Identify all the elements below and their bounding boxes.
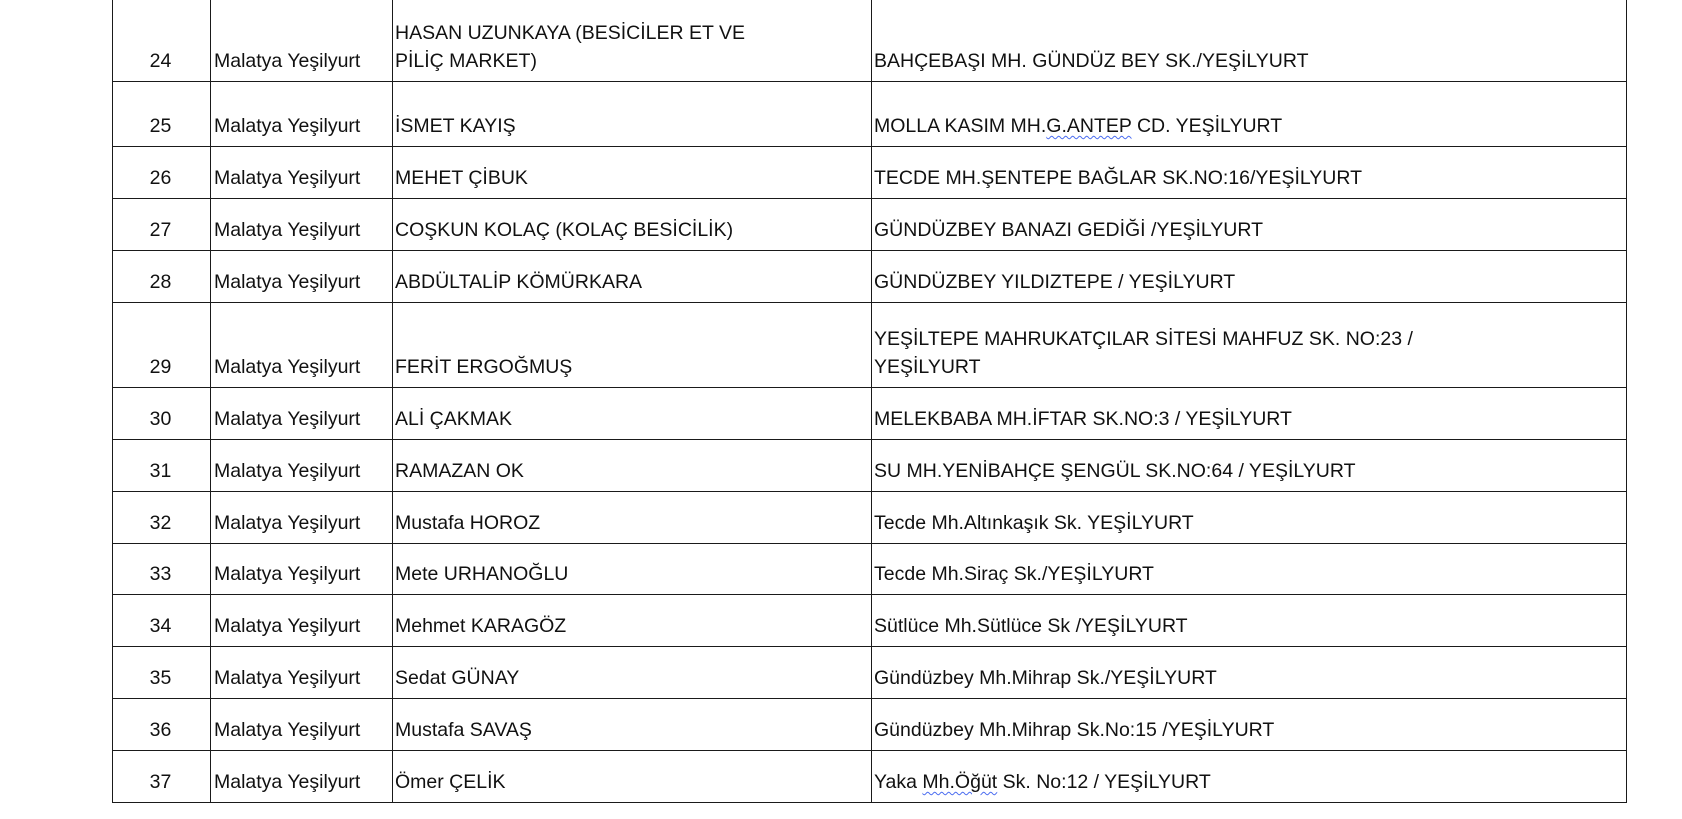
row-number: 31 (113, 440, 211, 492)
row-number: 25 (113, 82, 211, 147)
name-cell: Mustafa SAVAŞ (393, 699, 872, 751)
row-number: 27 (113, 199, 211, 251)
name-cell: FERİT ERGOĞMUŞ (393, 303, 872, 388)
name-cell: HASAN UZUNKAYA (BESİCİLER ET VE PİLİÇ MARKET) (393, 0, 872, 82)
row-number: 34 (113, 595, 211, 647)
city-cell: Malatya Yeşilyurt (211, 647, 393, 699)
address-cell: BAHÇEBAŞI MH. GÜNDÜZ BEY SK./YEŞİLYURT (872, 0, 1627, 82)
address-cell: Tecde Mh.Siraç Sk./YEŞİLYURT (872, 544, 1627, 595)
address-text: Yaka (874, 771, 923, 793)
table-row (113, 82, 1627, 147)
table-row (113, 388, 1627, 440)
address-cell: GÜNDÜZBEY YILDIZTEPE / YEŞİLYURT (872, 251, 1627, 303)
row-number: 28 (113, 251, 211, 303)
spellcheck-flagged-word: G.ANTEP (1046, 115, 1132, 137)
address-cell: TECDE MH.ŞENTEPE BAĞLAR SK.NO:16/YEŞİLYURT (872, 147, 1627, 199)
table-row (113, 751, 1627, 803)
table-row (113, 0, 1627, 82)
name-cell: COŞKUN KOLAÇ (KOLAÇ BESİCİLİK) (393, 199, 872, 251)
name-cell: ABDÜLTALİP KÖMÜRKARA (393, 251, 872, 303)
address-cell: Tecde Mh.Altınkaşık Sk. YEŞİLYURT (872, 492, 1627, 544)
address-cell (872, 751, 1627, 803)
records-table (112, 0, 1627, 803)
row-number: 37 (113, 751, 211, 803)
city-cell: Malatya Yeşilyurt (211, 544, 393, 595)
name-cell: Mehmet KARAGÖZ (393, 595, 872, 647)
city-cell: Malatya Yeşilyurt (211, 0, 393, 82)
city-cell: Malatya Yeşilyurt (211, 199, 393, 251)
address-cell: MELEKBABA MH.İFTAR SK.NO:3 / YEŞİLYURT (872, 388, 1627, 440)
row-number: 35 (113, 647, 211, 699)
table-row (113, 199, 1627, 251)
address-cell: GÜNDÜZBEY BANAZI GEDİĞİ /YEŞİLYURT (872, 199, 1627, 251)
address-text: Sk. No:12 / YEŞİLYURT (997, 771, 1211, 793)
name-cell: RAMAZAN OK (393, 440, 872, 492)
address-cell: YEŞİLTEPE MAHRUKATÇILAR SİTESİ MAHFUZ SK. NO:23 / YEŞİLYURT (872, 303, 1627, 388)
name-cell: MEHET ÇİBUK (393, 147, 872, 199)
table-row (113, 303, 1627, 388)
row-number: 32 (113, 492, 211, 544)
table-row (113, 544, 1627, 595)
name-cell: ALİ ÇAKMAK (393, 388, 872, 440)
city-cell: Malatya Yeşilyurt (211, 699, 393, 751)
table-row (113, 147, 1627, 199)
row-number: 33 (113, 544, 211, 595)
name-cell: Sedat GÜNAY (393, 647, 872, 699)
city-cell: Malatya Yeşilyurt (211, 492, 393, 544)
city-cell: Malatya Yeşilyurt (211, 147, 393, 199)
row-number: 26 (113, 147, 211, 199)
name-cell: Ömer ÇELİK (393, 751, 872, 803)
row-number: 29 (113, 303, 211, 388)
row-number: 24 (113, 0, 211, 82)
address-cell: Gündüzbey Mh.Mihrap Sk.No:15 /YEŞİLYURT (872, 699, 1627, 751)
name-cell: İSMET KAYIŞ (393, 82, 872, 147)
address-cell: Gündüzbey Mh.Mihrap Sk./YEŞİLYURT (872, 647, 1627, 699)
row-number: 36 (113, 699, 211, 751)
table-row (113, 251, 1627, 303)
address-cell: Sütlüce Mh.Sütlüce Sk /YEŞİLYURT (872, 595, 1627, 647)
city-cell: Malatya Yeşilyurt (211, 440, 393, 492)
address-cell (872, 82, 1627, 147)
address-text: CD. YEŞİLYURT (1131, 115, 1283, 137)
city-cell: Malatya Yeşilyurt (211, 595, 393, 647)
name-cell: Mustafa HOROZ (393, 492, 872, 544)
city-cell: Malatya Yeşilyurt (211, 751, 393, 803)
spellcheck-flagged-word: Mh.Öğüt (922, 771, 998, 793)
city-cell: Malatya Yeşilyurt (211, 303, 393, 388)
table-row (113, 492, 1627, 544)
table-row (113, 699, 1627, 751)
table-row (113, 440, 1627, 492)
city-cell: Malatya Yeşilyurt (211, 388, 393, 440)
table-row (113, 647, 1627, 699)
address-cell: SU MH.YENİBAHÇE ŞENGÜL SK.NO:64 / YEŞİLYURT (872, 440, 1627, 492)
name-cell: Mete URHANOĞLU (393, 544, 872, 595)
city-cell: Malatya Yeşilyurt (211, 82, 393, 147)
row-number: 30 (113, 388, 211, 440)
city-cell: Malatya Yeşilyurt (211, 251, 393, 303)
address-text: MOLLA KASIM MH. (874, 115, 1047, 137)
table-row (113, 595, 1627, 647)
